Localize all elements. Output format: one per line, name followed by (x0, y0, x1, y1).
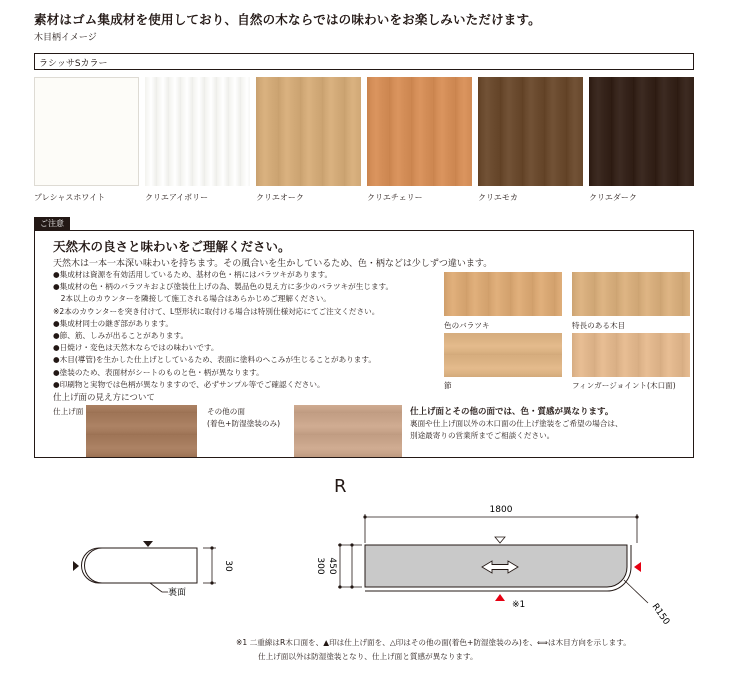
swatch-crie-dark (589, 77, 694, 186)
swatch-label: クリエオーク (256, 193, 304, 202)
photo-knot (444, 333, 562, 377)
color-series-label: ラシッサSカラー (39, 59, 108, 69)
swatch-precious-white (34, 77, 139, 186)
plan-view (315, 505, 671, 627)
width-dimension: 1800 (489, 505, 513, 515)
notice-bullet: ●節、筋、しみが出ることがあります。 (53, 331, 189, 341)
notice-lead: 天然木は一本一本深い味わいを持ちます。その風合いを生かしているため、色・柄などは少しずつ違います。 (53, 259, 493, 269)
photo-distinctive-grain (572, 272, 690, 316)
subheading: 木目柄イメージ (34, 33, 97, 43)
notice-bullet: 2本以上のカウンターを隣接して施工される場合はあらかじめご理解ください。 (53, 294, 331, 304)
other-surface-label: その他の面 (207, 407, 245, 416)
finish-note-line: 裏面や仕上げ面以外の木口面の仕上げ塗装をご希望の場合は、 (410, 419, 623, 428)
notice-bullet-list (53, 269, 393, 391)
notice-bullet: ●集成材の色・柄のバラツキおよび塗装仕上げの為、製品色の見え方に多少のバラツキが生じます。 (53, 282, 394, 292)
finished-surface-marker (73, 561, 79, 571)
finish-heading: 仕上げ面の見え方について (53, 393, 155, 403)
other-surface-sample (294, 405, 402, 457)
swatch-label: クリエアイボリー (145, 193, 209, 202)
photo-color-variation (444, 272, 562, 316)
footnote-line: ※1 二重線はR木口面を、▲印は仕上げ面を、△印はその他の面(着色+防湿塗装のみ)を、⟺は木目方向を示します。 (236, 638, 631, 647)
shape-letter: R (334, 476, 347, 497)
swatch-label: プレシャスホワイト (34, 193, 106, 202)
counter-diagram (0, 470, 730, 635)
other-surface-sublabel: (着色+防湿塗装のみ) (207, 419, 281, 428)
swatch-crie-oak (256, 77, 361, 186)
notice-tag: ご注意 (34, 217, 70, 230)
finished-surface-label: 仕上げ面 (53, 407, 84, 416)
headline: 素材はゴム集成材を使用しており、自然の木ならではの味わいをお楽しみいただけます。 (34, 12, 541, 27)
notice-title: 天然木の良さと味わいをご理解ください。 (53, 239, 291, 254)
color-series-bar (34, 53, 694, 70)
photo-label: 色のバラツキ (444, 321, 490, 330)
swatch-label: クリエモカ (478, 193, 518, 202)
notice-bullet: ●印刷物と実物では色柄が異なりますので、必ずサンプル等でご確認ください。 (53, 379, 325, 389)
swatch-crie-mocha (478, 77, 583, 186)
notice-bullet: ●日焼け・変色は天然木ならではの味わいです。 (53, 343, 219, 353)
finished-surface-sample (86, 405, 197, 457)
photo-label: 特長のある木目 (572, 321, 626, 330)
notice-bullet: ●集成材は資源を有効活用しているため、基材の色・柄にはバラツキがあります。 (53, 270, 333, 279)
notice-bullet: ●木目(導管)を生かした仕上げとしているため、表面に塗料のへこみが生じることがあります。 (53, 355, 376, 365)
finish-note (410, 406, 623, 442)
mark-note: ※1 (512, 600, 526, 610)
swatch-label: クリエダーク (589, 193, 637, 202)
swatch-crie-cherry (367, 77, 472, 186)
finish-note-title: 仕上げ面とその他の面では、色・質感が異なります。 (410, 407, 614, 417)
notice-bullet: ●塗装のため、表面材がシートのものと色・柄が異なります。 (53, 367, 264, 377)
depth-300-dimension: 300 (315, 557, 325, 575)
photo-finger-joint (572, 333, 690, 377)
photo-label: フィンガージョイント(木口面) (572, 381, 676, 390)
notice-bullet: ●集成材同士の継ぎ部があります。 (53, 318, 173, 328)
finished-surface-marker-red (634, 562, 641, 572)
thickness-dimension: 30 (223, 560, 233, 572)
other-surface-marker (495, 537, 505, 543)
side-section (73, 541, 233, 598)
finished-surface-marker (143, 541, 153, 547)
depth-450-dimension: 450 (327, 557, 337, 575)
photo-label: 節 (444, 381, 452, 390)
underside-label: 裏面 (168, 588, 187, 598)
finish-note-line: 別途最寄りの営業所までご相談ください。 (410, 431, 555, 440)
notice-bullet: ※2本のカウンターを突き付けて、L型形状に取付ける場合は特別仕様対応にてご注文ください。 (53, 306, 380, 316)
footnote-line: 仕上げ面以外は防湿塗装となり、仕上げ面と質感が異なります。 (258, 652, 478, 661)
finished-surface-marker-red (495, 594, 505, 601)
footnote (236, 636, 631, 664)
swatch-crie-ivory (145, 77, 250, 186)
radius-label: R150 (649, 601, 672, 627)
swatch-label: クリエチェリー (367, 193, 423, 202)
